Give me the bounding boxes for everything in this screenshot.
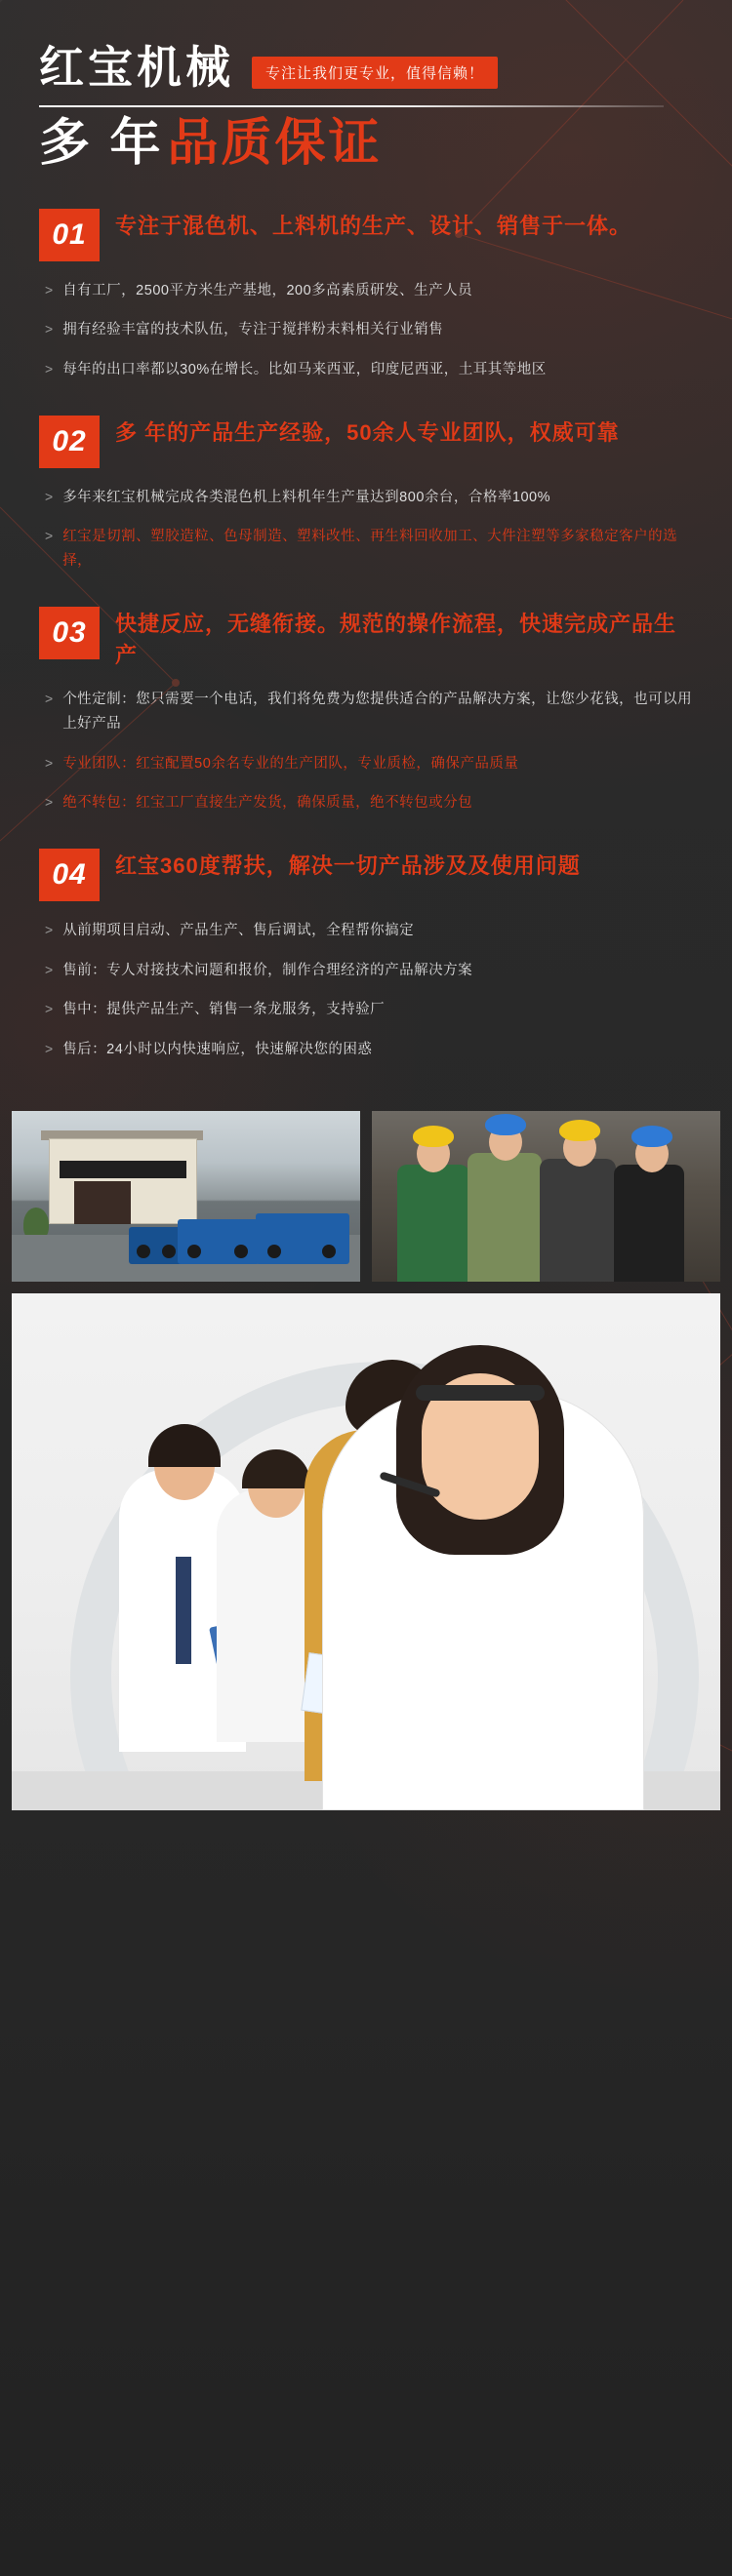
list-item-label: 每年的出口率都以30%在增长。比如马来西亚，印度尼西亚，土耳其等地区 <box>62 362 547 378</box>
chevron-right-icon: > <box>45 1040 54 1056</box>
section-02-title: 多 年的产品生产经验，50余人专业团队，权威可靠 <box>115 419 620 445</box>
list-item <box>45 752 693 776</box>
headline-part-one: 多 年 <box>39 115 164 172</box>
list-item <box>45 279 693 303</box>
helmet-icon <box>631 1126 672 1147</box>
chevron-right-icon: > <box>45 488 54 504</box>
worker-shape <box>540 1159 616 1282</box>
wheel-shape <box>234 1245 248 1258</box>
chevron-right-icon: > <box>45 361 54 377</box>
list-item-label: 售中：提供产品生产、销售一条龙服务，支持验厂 <box>62 1002 386 1018</box>
headline <box>39 115 693 174</box>
section-03-head <box>39 607 693 671</box>
helmet-icon <box>485 1114 526 1135</box>
list-item <box>45 358 693 382</box>
chevron-right-icon: > <box>45 691 54 707</box>
wheel-shape <box>267 1245 281 1258</box>
worker-shape <box>468 1153 542 1282</box>
headline-part-two: 品质保证 <box>167 115 383 172</box>
list-item <box>45 318 693 342</box>
section-01 <box>39 209 693 382</box>
brand-row <box>39 42 693 93</box>
worker-shape <box>614 1165 684 1282</box>
list-item-label: 专业团队：红宝配置50余名专业的生产团队，专业质检，确保产品质量 <box>62 755 519 772</box>
section-01-number: 01 <box>39 209 100 261</box>
list-item-label: 售前：专人对接技术问题和报价，制作合理经济的产品解决方案 <box>62 962 473 978</box>
list-item <box>45 688 693 735</box>
header-divider <box>39 105 664 107</box>
list-item <box>45 998 693 1022</box>
chevron-right-icon: > <box>45 281 54 297</box>
section-03-title: 快捷反应，无缝衔接。规范的操作流程，快速完成产品生产 <box>115 611 677 667</box>
photo-row-top <box>12 1111 720 1282</box>
chevron-right-icon: > <box>45 321 54 337</box>
chevron-right-icon: > <box>45 921 54 937</box>
list-item-label: 多年来红宝机械完成各类混色机上料机年生产量达到800余台，合格率100% <box>62 489 550 505</box>
poster-header <box>0 0 732 174</box>
section-04-title: 红宝360度帮扶，解决一切产品涉及及使用问题 <box>115 852 581 878</box>
section-02-number: 02 <box>39 416 100 468</box>
section-04-head <box>39 849 693 901</box>
list-item <box>45 959 693 983</box>
wheel-shape <box>162 1245 176 1258</box>
truck-shape <box>129 1227 183 1264</box>
list-item <box>45 486 693 510</box>
photo-factory-exterior-with-trucks <box>12 1111 360 1282</box>
list-item <box>45 525 693 573</box>
list-item-label: 从前期项目启动、产品生产、售后调试，全程帮你搞定 <box>62 922 415 938</box>
photo-gallery <box>0 1095 732 1810</box>
factory-door <box>74 1181 131 1224</box>
helmet-icon <box>413 1126 454 1147</box>
chevron-right-icon: > <box>45 794 54 811</box>
section-02-head <box>39 416 693 468</box>
section-03 <box>39 607 693 815</box>
section-01-title: 专注于混色机、上料机的生产、设计、销售于一体。 <box>115 213 632 238</box>
list-item <box>45 791 693 815</box>
list-item-label: 个性定制：您只需要一个电话，我们将免费为您提供适合的产品解决方案，让您少花钱，也可以用上好产品 <box>62 692 693 733</box>
worker-shape <box>397 1165 469 1282</box>
section-03-number: 03 <box>39 607 100 659</box>
chevron-right-icon: > <box>45 528 54 544</box>
section-03-bullets <box>45 688 693 815</box>
headset-band-icon <box>416 1385 545 1401</box>
helmet-icon <box>559 1120 600 1141</box>
section-01-head <box>39 209 693 261</box>
list-item-label: 售后：24小时以内快速响应，快速解决您的困惑 <box>62 1041 373 1057</box>
chevron-right-icon: > <box>45 754 54 771</box>
wheel-shape <box>187 1245 201 1258</box>
necktie-shape <box>176 1557 191 1664</box>
brand-name: 红宝机械 <box>39 42 234 93</box>
section-04-number: 04 <box>39 849 100 901</box>
slogan-badge: 专注让我们更专业，值得信赖！ <box>252 57 498 89</box>
section-04 <box>39 849 693 1062</box>
truck-shape <box>178 1219 260 1264</box>
list-item <box>45 1038 693 1062</box>
list-item <box>45 919 693 943</box>
chevron-right-icon: > <box>45 1001 54 1017</box>
list-item-label: 自有工厂，2500平方米生产基地，200多高素质研发、生产人员 <box>62 282 473 298</box>
section-01-bullets <box>45 279 693 382</box>
section-04-bullets <box>45 919 693 1062</box>
sections-list <box>0 174 732 1062</box>
list-item-label: 拥有经验丰富的技术队伍，专注于搅拌粉末料相关行业销售 <box>62 322 444 338</box>
list-item-label: 绝不转包：红宝工厂直接生产发货，确保质量，绝不转包或分包 <box>62 795 473 812</box>
truck-shape <box>256 1213 349 1264</box>
wheel-shape <box>322 1245 336 1258</box>
photo-workers-team <box>372 1111 720 1282</box>
wheel-shape <box>137 1245 150 1258</box>
photo-customer-service-team <box>12 1293 720 1810</box>
list-item-label: 红宝是切割、塑胶造粒、色母制造、塑料改性、再生料回收加工、大件注塑等多家稳定客户的选择， <box>62 529 678 569</box>
section-02 <box>39 416 693 574</box>
section-02-bullets <box>45 486 693 574</box>
chevron-right-icon: > <box>45 961 54 977</box>
